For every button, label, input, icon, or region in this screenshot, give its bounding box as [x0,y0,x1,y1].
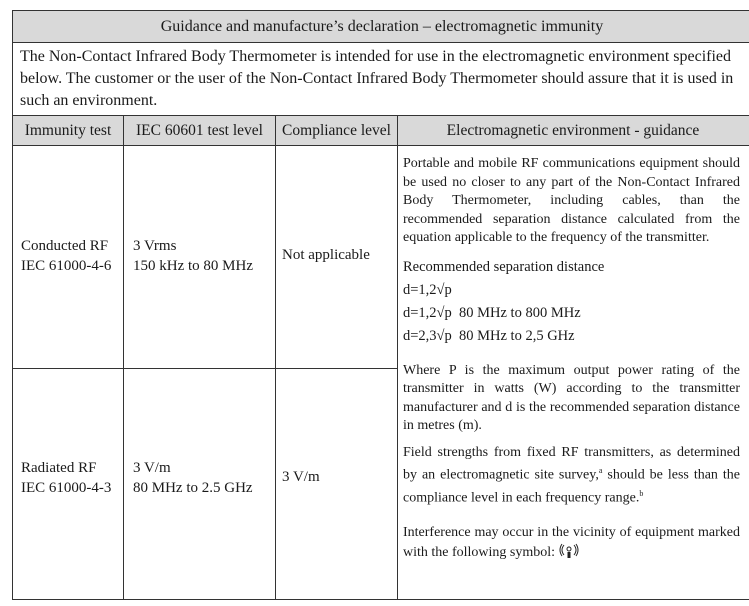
col-test-level: IEC 60601 test level [136,121,263,139]
guidance-cell [403,155,740,565]
divider [12,368,398,369]
formula-2: d=1,2√p 80 MHz to 800 MHz [403,304,581,321]
table-title: Guidance and manufacture’s declaration – electromagnetic immunity [160,18,604,35]
divider [397,115,398,600]
guidance-p3 [403,444,740,509]
non-ionizing-radiation-icon [559,543,579,566]
test-standard: IEC 61000-4-6 [21,258,112,274]
guidance-p1: Portable and mobile RF communications equipment should be used no closer to any part of the Non-Contact Infrared Body Thermometer, including cables, than the recommended separation distance calculated from the equation applicable to the frequency of the transmitter. [403,156,740,245]
test-name: Conducted RF [21,238,109,254]
row2-level [133,458,253,498]
row1-level [133,236,253,276]
divider [123,115,124,600]
col-immunity-test: Immunity test [24,121,112,139]
divider [275,115,276,600]
formula-3: d=2,3√p 80 MHz to 2,5 GHz [403,327,575,344]
row1-compliance: Not applicable [282,247,370,263]
level-value: 3 V/m [133,460,171,476]
p3-text: Field strengths from fixed RF transmitters, as determined by an electromagnetic site survey, [403,444,740,483]
guidance-p2: Where P is the maximum output power rating of the transmitter in watts (W) according to the transmitter manufacturer and d is the recommended separation distance in metres (m). [403,362,740,433]
level-value: 3 Vrms [133,238,177,254]
guidance-p4 [403,524,740,565]
footnote-a: a [598,466,603,475]
separation-heading: Recommended separation distance [403,258,605,275]
row2-test [21,458,111,498]
row2-compliance: 3 V/m [282,469,320,485]
col-guidance: Electromagnetic environment - guidance [446,121,700,139]
intro-text: The Non-Contact Infrared Body Thermometer is intended for use in the electromagnetic environment specified below. The customer or the user of the Non-Contact Infrared Body Thermometer should assure that it is used in such an environment. [20,48,734,109]
footnote-b: b [639,489,644,499]
p4-text: Interference may occur in the vicinity of equipment marked with the following symbol: [403,525,740,560]
level-range: 80 MHz to 2.5 GHz [133,480,253,496]
row1-test [21,236,111,276]
test-standard: IEC 61000-4-3 [21,480,112,496]
p3-text-b: should be less than the compliance level in each frequency range. [403,467,741,506]
level-range: 150 kHz to 80 MHz [133,258,253,274]
test-name: Radiated RF [21,460,97,476]
formula-1: d=1,2√p [403,281,452,298]
col-compliance: Compliance level [282,121,391,139]
